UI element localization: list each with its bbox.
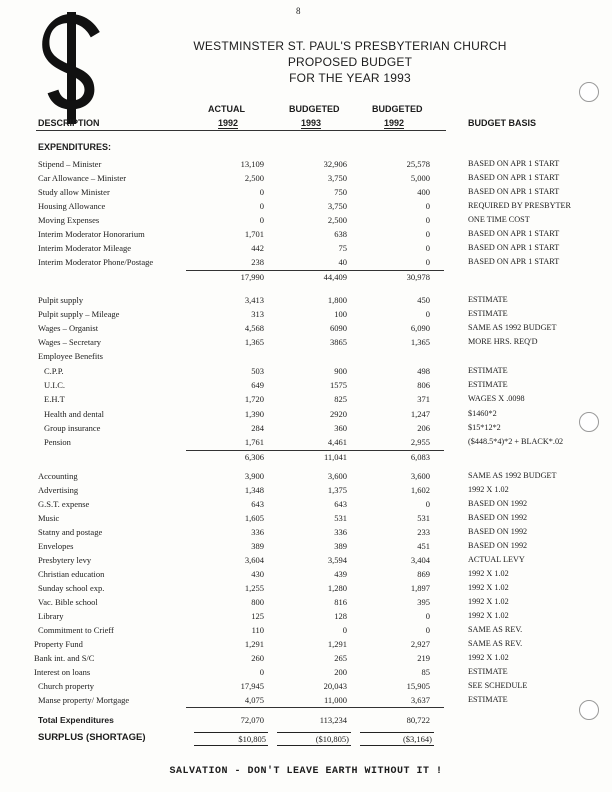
budget-basis-text: SEE SCHEDULE xyxy=(468,681,528,690)
budget-basis-text: BASED ON APR 1 START xyxy=(468,187,560,196)
budget-basis-text: BASED ON APR 1 START xyxy=(468,229,560,238)
table-row xyxy=(0,610,612,622)
budgeted-1992-value: 0 xyxy=(425,229,430,239)
table-row xyxy=(0,200,612,212)
budget-basis-text: BASED ON 1992 xyxy=(468,527,528,536)
row-description: Manse property/ Mortgage xyxy=(38,695,130,705)
budget-basis-text: ($448.5*4)*2 + BLACK*.02 xyxy=(468,437,564,446)
budgeted-1993-value: 3,750 xyxy=(327,173,347,183)
row-description: Pulpit supply xyxy=(38,295,84,305)
budgeted-1992-value: 498 xyxy=(417,366,430,376)
budgeted-1992-value: 0 xyxy=(425,201,430,211)
budgeted-1993-value: 531 xyxy=(334,513,347,523)
budget-basis-text: BASED ON APR 1 START xyxy=(468,173,560,182)
church-name: WESTMINSTER ST. PAUL'S PRESBYTERIAN CHURCH xyxy=(193,39,507,53)
budgeted-1992-value: 85 xyxy=(421,667,430,677)
budgeted-1992-value: 6,083 xyxy=(410,452,430,462)
budgeted-1992-value: 395 xyxy=(417,597,430,607)
budgeted-1992-value: 0 xyxy=(425,215,430,225)
col-actual-year: 1992 xyxy=(218,118,239,128)
budget-basis-text: REQUIRED BY PRESBYTER xyxy=(468,201,571,210)
table-row xyxy=(0,336,612,348)
budgeted-1993-value: 360 xyxy=(334,423,347,433)
table-row xyxy=(0,652,612,664)
actual-1992-value: 3,604 xyxy=(244,555,264,565)
actual-1992-value: 1,701 xyxy=(244,229,264,239)
actual-1992-value: 3,900 xyxy=(244,471,264,481)
budgeted-1992-value: 806 xyxy=(417,380,430,390)
row-description: Health and dental xyxy=(44,409,104,419)
row-description: Accounting xyxy=(38,471,78,481)
budget-basis-text: SAME AS REV. xyxy=(468,639,523,648)
budgeted-1992-value: 400 xyxy=(417,187,430,197)
row-description: Envelopes xyxy=(38,541,74,551)
actual-1992-value: 17,990 xyxy=(240,272,264,282)
actual-1992-value: 110 xyxy=(251,625,264,635)
slogan: SALVATION - DON'T LEAVE EARTH WITHOUT IT ! xyxy=(169,766,443,777)
budget-basis-text: BASED ON 1992 xyxy=(468,499,528,508)
budgeted-1993-value: 113,234 xyxy=(319,715,347,725)
table-row xyxy=(0,554,612,566)
table-row xyxy=(0,470,612,482)
budgeted-1992-value: 30,978 xyxy=(406,272,430,282)
actual-1992-value: 1,720 xyxy=(244,394,264,404)
budgeted-1993-value: 1575 xyxy=(330,380,347,390)
budgeted-1993-value: 265 xyxy=(334,653,347,663)
budget-basis-text: SAME AS REV. xyxy=(468,625,523,634)
document-title xyxy=(150,38,550,86)
row-description: Wages – Organist xyxy=(38,323,99,333)
row-description: Bank int. and S/C xyxy=(34,653,95,663)
table-row xyxy=(0,624,612,636)
budget-basis-text: ESTIMATE xyxy=(468,667,508,676)
actual-1992-value: 800 xyxy=(251,597,264,607)
page-number: 8 xyxy=(296,6,301,16)
table-row xyxy=(0,172,612,184)
actual-1992-value: 649 xyxy=(251,380,264,390)
table-row xyxy=(0,638,612,650)
budgeted-1992-value: 3,637 xyxy=(410,695,430,705)
budgeted-1992-value: 869 xyxy=(417,569,430,579)
dollar-sign-logo xyxy=(40,10,102,126)
budgeted-1992-value: 25,578 xyxy=(406,159,430,169)
budget-basis-text: BASED ON 1992 xyxy=(468,541,528,550)
actual-1992-value: 313 xyxy=(251,309,264,319)
budget-year: FOR THE YEAR 1993 xyxy=(289,71,411,85)
budgeted-1992-value: ($3,164) xyxy=(360,732,434,746)
budgeted-1992-value: 80,722 xyxy=(406,715,430,725)
row-description: Advertising xyxy=(38,485,79,495)
table-row xyxy=(0,308,612,320)
table-row xyxy=(0,393,612,405)
table-row xyxy=(0,365,612,377)
actual-1992-value: 2,500 xyxy=(244,173,264,183)
actual-1992-value: 72,070 xyxy=(240,715,264,725)
table-row xyxy=(0,732,612,744)
budgeted-1992-value: 451 xyxy=(417,541,430,551)
row-description: Church property xyxy=(38,681,94,691)
row-description: Pulpit supply – Mileage xyxy=(38,309,120,319)
budget-basis-text: 1992 X 1.02 xyxy=(468,569,509,578)
actual-1992-value: 1,291 xyxy=(244,639,264,649)
actual-1992-value: 1,365 xyxy=(244,337,264,347)
budgeted-1992-value: 5,000 xyxy=(410,173,430,183)
punch-hole xyxy=(579,82,599,102)
row-description: Employee Benefits xyxy=(38,351,103,361)
budgeted-1992-value: 371 xyxy=(417,394,430,404)
row-description: G.S.T. expense xyxy=(38,499,90,509)
row-description: Library xyxy=(38,611,64,621)
budgeted-1993-value: 3,594 xyxy=(327,555,347,565)
budgeted-1993-value: 6090 xyxy=(330,323,347,333)
budgeted-1993-value: 44,409 xyxy=(323,272,347,282)
table-row xyxy=(0,379,612,391)
budgeted-1993-value: 2,500 xyxy=(327,215,347,225)
table-row xyxy=(0,498,612,510)
row-description: Total Expenditures xyxy=(38,715,114,725)
budget-basis-text: 1992 X 1.02 xyxy=(468,653,509,662)
budget-basis-text: ESTIMATE xyxy=(468,695,508,704)
budgeted-1993-value: 638 xyxy=(334,229,347,239)
actual-1992-value: 17,945 xyxy=(240,681,264,691)
table-row xyxy=(0,322,612,334)
actual-1992-value: 0 xyxy=(259,667,264,677)
col-budgeted-1993-year: 1993 xyxy=(301,118,322,128)
budgeted-1993-value: 20,043 xyxy=(323,681,347,691)
row-description: Property Fund xyxy=(34,639,83,649)
budgeted-1992-value: 0 xyxy=(425,257,430,267)
row-description: Interim Moderator Mileage xyxy=(38,243,131,253)
table-row xyxy=(0,228,612,240)
table-row xyxy=(0,714,612,726)
total-rule xyxy=(186,707,444,708)
budgeted-1993-value: 3,600 xyxy=(327,471,347,481)
row-description: Wages – Secretary xyxy=(38,337,102,347)
col-budgeted-1992-year: 1992 xyxy=(384,118,405,128)
actual-1992-value: 1,348 xyxy=(244,485,264,495)
actual-1992-value: 284 xyxy=(251,423,264,433)
budgeted-1993-value: 336 xyxy=(334,527,347,537)
actual-1992-value: 238 xyxy=(251,257,264,267)
actual-1992-value: 336 xyxy=(251,527,264,537)
budget-basis-text: 1992 X 1.02 xyxy=(468,485,509,494)
budget-basis-text: BASED ON APR 1 START xyxy=(468,257,560,266)
section-expenditures-title: EXPENDITURES: xyxy=(38,142,112,152)
actual-1992-value: 643 xyxy=(251,499,264,509)
budget-basis-text: 1992 X 1.02 xyxy=(468,583,509,592)
budgeted-1993-value: 1,375 xyxy=(327,485,347,495)
budgeted-1992-value: 206 xyxy=(417,423,430,433)
table-row xyxy=(0,680,612,692)
budget-basis-text: WAGES X .0098 xyxy=(468,394,525,403)
actual-1992-value: 0 xyxy=(259,215,264,225)
table-row xyxy=(0,526,612,538)
row-description: Christian education xyxy=(38,569,105,579)
budgeted-1993-value: 0 xyxy=(342,625,347,635)
budgeted-1993-value: 75 xyxy=(338,243,347,253)
table-row xyxy=(0,422,612,434)
col-description-header: DESCRIPTION xyxy=(38,118,100,128)
budgeted-1993-value: 4,461 xyxy=(327,437,347,447)
budgeted-1993-value: 32,906 xyxy=(323,159,347,169)
row-description: Pension xyxy=(44,437,71,447)
actual-1992-value: 3,413 xyxy=(244,295,264,305)
budgeted-1992-value: 3,600 xyxy=(410,471,430,481)
budgeted-1993-value: 389 xyxy=(334,541,347,551)
budgeted-1993-value: 128 xyxy=(334,611,347,621)
table-row xyxy=(0,540,612,552)
actual-1992-value: 1,605 xyxy=(244,513,264,523)
table-row xyxy=(0,582,612,594)
actual-1992-value: 4,568 xyxy=(244,323,264,333)
budget-heading: PROPOSED BUDGET xyxy=(287,55,413,69)
row-description: Sunday school exp. xyxy=(38,583,105,593)
budgeted-1992-value: 233 xyxy=(417,527,430,537)
budgeted-1992-value: 0 xyxy=(425,243,430,253)
budgeted-1993-value: 11,041 xyxy=(323,452,347,462)
table-row xyxy=(0,242,612,254)
budgeted-1993-value: 900 xyxy=(334,366,347,376)
actual-1992-value: 13,109 xyxy=(240,159,264,169)
row-description: C.P.P. xyxy=(44,366,64,376)
row-description: Stipend – Minister xyxy=(38,159,102,169)
budget-basis-text: 1992 X 1.02 xyxy=(468,597,509,606)
row-description: Vac. Bible school xyxy=(38,597,98,607)
budget-basis-text: BASED ON APR 1 START xyxy=(468,243,560,252)
budgeted-1993-value: 750 xyxy=(334,187,347,197)
row-description: SURPLUS (SHORTAGE) xyxy=(38,732,146,743)
budgeted-1993-value: 643 xyxy=(334,499,347,509)
actual-1992-value: 1,390 xyxy=(244,409,264,419)
budget-basis-text: ESTIMATE xyxy=(468,366,508,375)
budgeted-1992-value: 3,404 xyxy=(410,555,430,565)
col-budgeted-1992-header: BUDGETED xyxy=(372,104,423,114)
actual-1992-value: 1,255 xyxy=(244,583,264,593)
budgeted-1992-value: 1,247 xyxy=(410,409,430,419)
budgeted-1992-value: 6,090 xyxy=(410,323,430,333)
table-row xyxy=(0,436,612,448)
budgeted-1993-value: 11,000 xyxy=(323,695,347,705)
budgeted-1993-value: 2920 xyxy=(330,409,347,419)
budgeted-1992-value: 1,365 xyxy=(410,337,430,347)
budgeted-1992-value: 15,905 xyxy=(406,681,430,691)
budgeted-1992-value: 2,927 xyxy=(410,639,430,649)
row-description: Moving Expenses xyxy=(38,215,100,225)
table-row xyxy=(0,512,612,524)
row-description: Music xyxy=(38,513,60,523)
row-description: Interest on loans xyxy=(34,667,91,677)
col-basis-header: BUDGET BASIS xyxy=(468,118,537,128)
budget-basis-text: SAME AS 1992 BUDGET xyxy=(468,323,557,332)
budgeted-1992-value: 1,602 xyxy=(410,485,430,495)
row-description: E.H.T xyxy=(44,394,65,404)
budgeted-1993-value: 3865 xyxy=(330,337,347,347)
budget-basis-text: ONE TIME COST xyxy=(468,215,530,224)
table-row xyxy=(0,694,612,706)
col-actual-header: ACTUAL xyxy=(208,104,245,114)
table-row xyxy=(0,666,612,678)
actual-1992-value: 1,761 xyxy=(244,437,264,447)
table-row xyxy=(0,350,612,362)
budget-basis-text: ACTUAL LEVY xyxy=(468,555,525,564)
table-row xyxy=(0,256,612,268)
actual-1992-value: 389 xyxy=(251,541,264,551)
table-row xyxy=(0,484,612,496)
budget-basis-text: MORE HRS. REQ'D xyxy=(468,337,538,346)
budgeted-1993-value: 3,750 xyxy=(327,201,347,211)
actual-1992-value: 430 xyxy=(251,569,264,579)
row-description: Commitment to Crieff xyxy=(38,625,114,635)
budgeted-1993-value: 439 xyxy=(334,569,347,579)
budgeted-1993-value: 1,280 xyxy=(327,583,347,593)
actual-1992-value: 0 xyxy=(259,201,264,211)
budgeted-1992-value: 0 xyxy=(425,499,430,509)
budget-basis-text: SAME AS 1992 BUDGET xyxy=(468,471,557,480)
budgeted-1993-value: 200 xyxy=(334,667,347,677)
budgeted-1992-value: 219 xyxy=(417,653,430,663)
table-row xyxy=(0,568,612,580)
budgeted-1992-value: 531 xyxy=(417,513,430,523)
budget-basis-text: ESTIMATE xyxy=(468,380,508,389)
table-row xyxy=(0,294,612,306)
row-description: Housing Allowance xyxy=(38,201,106,211)
table-row xyxy=(0,408,612,420)
budgeted-1993-value: ($10,805) xyxy=(277,732,351,746)
actual-1992-value: 4,075 xyxy=(244,695,264,705)
budget-basis-text: 1992 X 1.02 xyxy=(468,611,509,620)
budgeted-1992-value: 450 xyxy=(417,295,430,305)
budget-basis-text: ESTIMATE xyxy=(468,295,508,304)
budget-basis-text: BASED ON 1992 xyxy=(468,513,528,522)
budget-basis-text: ESTIMATE xyxy=(468,309,508,318)
budget-basis-text: $1460*2 xyxy=(468,409,497,418)
actual-1992-value: 260 xyxy=(251,653,264,663)
row-description: Interim Moderator Phone/Postage xyxy=(38,257,154,267)
subtotal-rule xyxy=(186,450,444,451)
budgeted-1993-value: 1,800 xyxy=(327,295,347,305)
row-description: Car Allowance – Minister xyxy=(38,173,127,183)
actual-1992-value: 0 xyxy=(259,187,264,197)
budgeted-1992-value: 0 xyxy=(425,309,430,319)
actual-1992-value: 6,306 xyxy=(244,452,264,462)
row-description: Study allow Minister xyxy=(38,187,110,197)
budgeted-1993-value: 1,291 xyxy=(327,639,347,649)
budgeted-1993-value: 825 xyxy=(334,394,347,404)
budgeted-1992-value: 2,955 xyxy=(410,437,430,447)
actual-1992-value: $10,805 xyxy=(194,732,268,746)
table-row xyxy=(0,596,612,608)
subtotal-rule xyxy=(186,270,444,271)
actual-1992-value: 125 xyxy=(251,611,264,621)
actual-1992-value: 442 xyxy=(251,243,264,253)
table-row xyxy=(0,186,612,198)
budgeted-1992-value: 1,897 xyxy=(410,583,430,593)
actual-1992-value: 503 xyxy=(251,366,264,376)
row-description: Group insurance xyxy=(44,423,101,433)
col-budgeted-1993-header: BUDGETED xyxy=(289,104,340,114)
row-description: U.I.C. xyxy=(44,380,66,390)
row-description: Presbytery levy xyxy=(38,555,92,565)
budgeted-1993-value: 100 xyxy=(334,309,347,319)
row-description: Interim Moderator Honorarium xyxy=(38,229,145,239)
budgeted-1992-value: 0 xyxy=(425,611,430,621)
budgeted-1993-value: 40 xyxy=(338,257,347,267)
table-row xyxy=(0,158,612,170)
budget-basis-text: BASED ON APR 1 START xyxy=(468,159,560,168)
budgeted-1992-value: 0 xyxy=(425,625,430,635)
budgeted-1993-value: 816 xyxy=(334,597,347,607)
header-rule xyxy=(36,130,446,131)
table-row xyxy=(0,271,612,283)
table-row xyxy=(0,214,612,226)
table-row xyxy=(0,451,612,463)
row-description: Statny and postage xyxy=(38,527,103,537)
budget-basis-text: $15*12*2 xyxy=(468,423,501,432)
